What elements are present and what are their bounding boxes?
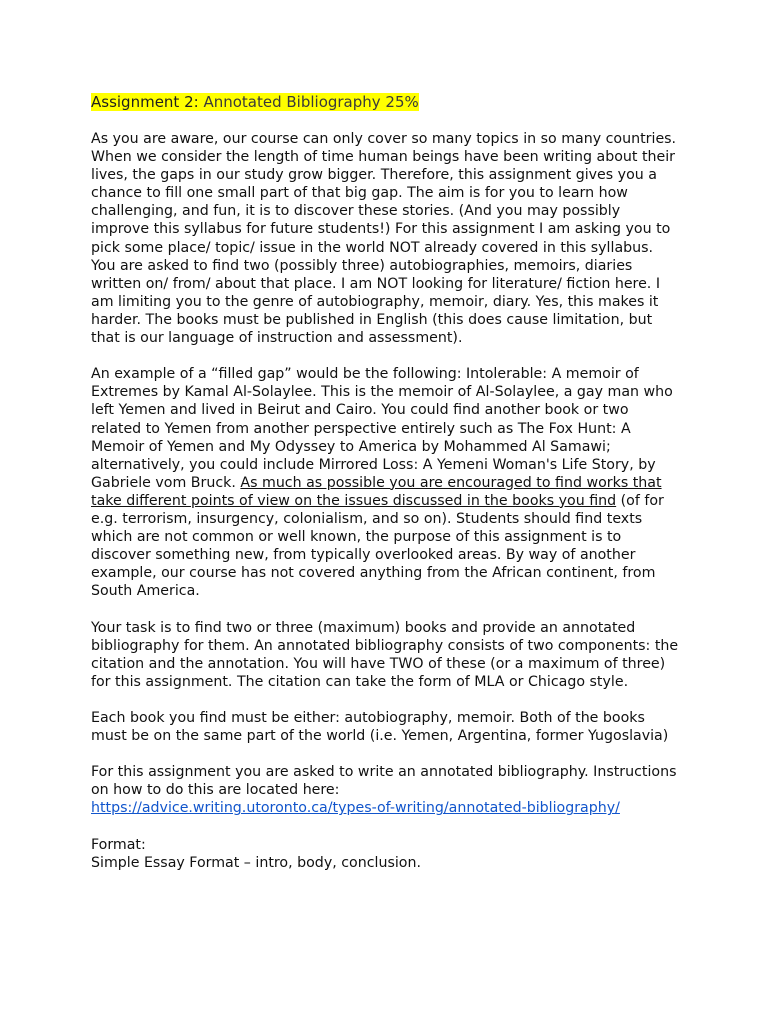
- heading-label: Assignment 2:: [91, 93, 199, 111]
- example-paragraph: [91, 365, 679, 600]
- heading-title: Annotated Bibliography 25%: [198, 93, 419, 111]
- format-text: Simple Essay Format – intro, body, conclusion.: [91, 854, 421, 871]
- task-paragraph: Your task is to find two or three (maximum) books and provide an annotated bibliography for them. An annotated bibliography consists of two components: the citation and the annotation. You will have TWO of these (or a maximum of three) for this assignment. The citation can take the form of MLA or Chicago style.: [91, 619, 679, 690]
- format-label: Format:: [91, 836, 146, 853]
- format-paragraph: [91, 836, 679, 872]
- requirements-paragraph: Each book you find must be either: autobiography, memoir. Both of the books must be on the same part of the world (i.e. Yemen, Argentina, former Yugoslavia): [91, 710, 669, 745]
- example-text-start: An example of a “filled gap” would be the following: Intolerable: A memoir of Extremes by Kamal Al-Solaylee. This is the memoir of Al-Solaylee, a gay man who left Yemen and lived in Beirut and Cairo. You could find another book or two related to Yemen from another perspective entirely such as The Fox Hunt: A Memoir of Yemen and My Odyssey to America by Mohammed Al Samawi; alternatively, you could include Mirrored Loss: A Yemeni Woman's Life Story, by Gabriele vom Bruck.: [91, 366, 673, 491]
- instructions-text: For this assignment you are asked to write an annotated bibliography. Instructions on how to do this are located here:: [91, 764, 677, 799]
- assignment-heading: [91, 92, 679, 112]
- instructions-link[interactable]: https://advice.writing.utoronto.ca/types-of-writing/annotated-bibliography/: [91, 800, 620, 817]
- example-text-end: (of for e.g. terrorism, insurgency, colonialism, and so on). Students should find texts which are not common or well known, the purpose of this assignment is to discover something new, from typically overlooked areas. By way of another example, our course has not covered anything from the African continent, from South America.: [91, 492, 664, 600]
- intro-paragraph: As you are aware, our course can only cover so many topics in so many countries. When we consider the length of time human beings have been writing about their lives, the gaps in our study grow bigger. Therefore, this assignment gives you a chance to fill one small part of that big gap. The aim is for you to learn how challenging, and fun, it is to discover these stories. (And you may possibly improve this syllabus for future students!) For this assignment I am asking you to pick some place/ topic/ issue in the world NOT already covered in this syllabus. You are asked to find two (possibly three) autobiographies, memoirs, diaries written on/ from/ about that place. I am NOT looking for literature/ fiction here. I am limiting you to the genre of autobiography, memoir, diary. Yes, this makes it harder. The books must be published in English (this does cause limitation, but that is our language of instruction and assessment).: [91, 131, 677, 347]
- instructions-paragraph: [91, 763, 679, 817]
- underlined-emphasis: As much as possible you are encouraged to find works that take different points of view on the issues discussed in the books you find: [91, 474, 662, 509]
- document-page: [91, 92, 679, 890]
